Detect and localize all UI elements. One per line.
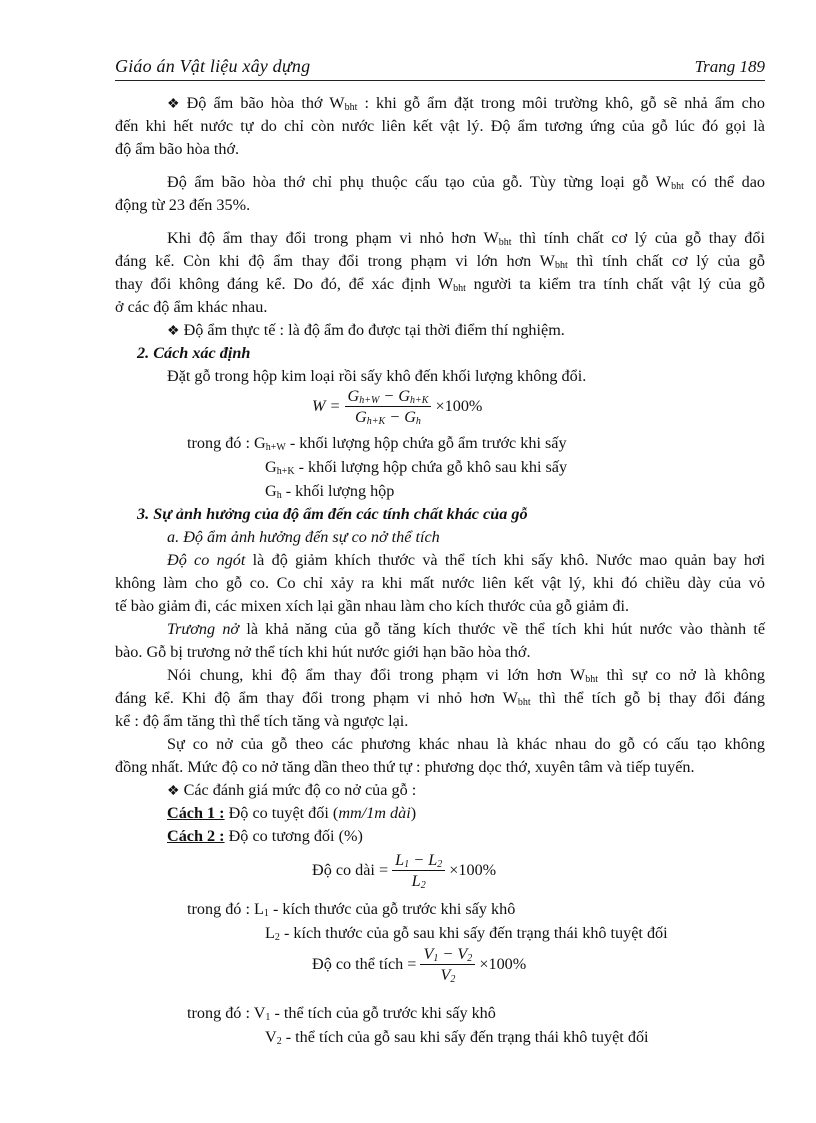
paragraph-line: ❖ Độ ẩm bão hòa thớ $W_{bht}$ : khi gỗ ẩm đặt trong môi trường khô, gỗ sẽ nhả ẩm cho bbox=[167, 94, 765, 113]
paragraph-line: đáng kể. Khi độ ẩm thay đổi trong phạm vi nhỏ hơn $W_{bht}$ thì thể tích gỗ bị thay đổi đáng bbox=[115, 689, 765, 708]
volume-shrinkage-formula: Độ co thể tích = $\frac{V_1 - V_2}{V_2}$ ×100% bbox=[312, 945, 527, 985]
header-page-number: Trang 189 bbox=[694, 57, 765, 76]
definition-row: $V_2$ - thể tích của gỗ sau khi sấy đến trạng thái khô tuyệt đối bbox=[265, 1028, 649, 1047]
paragraph-line: tế bào giảm đi, các mixen xích lại gần nhau làm cho kích thước của gỗ giảm đi. bbox=[115, 597, 630, 615]
paragraph-line: đến khi hết nước tự do chỉ còn nước liên kết vật lý. Độ ẩm tương ứng của gỗ lúc đó gọi là bbox=[115, 117, 765, 135]
formula-fraction: $\frac{L_1 - L_2}{L_2}$ bbox=[392, 850, 445, 891]
formula-fraction: $\frac{V_1 - V_2}{V_2}$ bbox=[420, 944, 475, 985]
paragraph-line: Đặt gỗ trong hộp kim loại rồi sấy khô đến khối lượng không đổi. bbox=[167, 367, 587, 385]
definition-row: $G_{h+K}$ - khối lượng hộp chứa gỗ khô sau khi sấy bbox=[265, 458, 568, 477]
page-header bbox=[115, 52, 765, 81]
paragraph-line: Nói chung, khi độ ẩm thay đổi trong phạm vi lớn hơn $W_{bht}$ thì sự co nở là không bbox=[167, 666, 766, 685]
header-title: Giáo án Vật liệu xây dựng bbox=[115, 56, 311, 76]
paragraph-line: đồng nhất. Mức độ co nở tăng dần theo thứ tự : phương dọc thớ, xuyên tâm và tiếp tuyến. bbox=[115, 758, 695, 776]
paragraph-line: ở các độ ẩm khác nhau. bbox=[115, 298, 268, 316]
moisture-formula: W = $\frac{G_{h+W} - G_{h+K}}{G_{h+K} - G_h}$ ×100% bbox=[312, 387, 483, 427]
definition-row: trong đó : $L_1$ - kích thước của gỗ trước khi sấy khô bbox=[187, 900, 516, 919]
subsection-heading: a. Độ ẩm ảnh hưởng đến sự co nở thể tích bbox=[167, 528, 440, 546]
length-shrinkage-formula: Độ co dài = $\frac{L_1 - L_2}{L_2}$ ×100% bbox=[312, 851, 497, 891]
paragraph-line: độ ẩm bão hòa thớ. bbox=[115, 140, 240, 158]
paragraph-line: bào. Gỗ bị trương nở thể tích khi hút nước giới hạn bão hòa thớ. bbox=[115, 643, 531, 661]
definition-row: trong đó : $V_1$ - thể tích của gỗ trước khi sấy khô bbox=[187, 1004, 496, 1023]
paragraph-line: kể : độ ẩm tăng thì thể tích tăng và ngược lại. bbox=[115, 712, 409, 730]
paragraph-line: Độ co ngót là độ giảm khích thước và thể tích khi sấy khô. Nước mao quản bay hơi bbox=[167, 551, 766, 569]
paragraph-line: không làm cho gỗ co. Co chỉ xảy ra khi mất nước liên kết vật lý, khi đó chiều dày của vỏ bbox=[115, 574, 765, 592]
method-line: Cách 2 : Độ co tương đối (%) bbox=[167, 827, 363, 845]
paragraph-line: ❖ Độ ẩm thực tế : là độ ẩm đo được tại thời điểm thí nghiệm. bbox=[167, 321, 565, 339]
bullet-icon: ❖ bbox=[167, 784, 180, 799]
paragraph-line: Khi độ ẩm thay đổi trong phạm vi nhỏ hơn $W_{bht}$ thì tính chất cơ lý của gỗ thay đổi bbox=[167, 229, 765, 248]
paragraph-line: đáng kể. Còn khi độ ẩm thay đổi trong phạm vi lớn hơn $W_{bht}$ thì tính chất cơ lý của gỗ bbox=[115, 252, 765, 271]
paragraph-line: thay đổi không đáng kể. Do đó, để xác định $W_{bht}$ người ta kiểm tra tính chất vật lý của gỗ bbox=[115, 275, 765, 294]
paragraph-line: Độ ẩm bão hòa thớ chỉ phụ thuộc cấu tạo của gỗ. Tùy từng loại gỗ $W_{bht}$ có thể dao bbox=[167, 173, 765, 192]
paragraph-line: ❖ Các đánh giá mức độ co nở của gỗ : bbox=[167, 781, 417, 799]
definition-row: $G_h$ - khối lượng hộp bbox=[265, 482, 395, 501]
paragraph-line: Trương nở là khả năng của gỗ tăng kích thước về thể tích khi hút nước vào thành tế bbox=[167, 620, 766, 638]
method-line: Cách 1 : Độ co tuyệt đối (mm/1m dài) bbox=[167, 804, 417, 822]
paragraph-line: động từ 23 đến 35%. bbox=[115, 196, 251, 214]
definition-row: $L_2$ - kích thước của gỗ sau khi sấy đến trạng thái khô tuyệt đối bbox=[265, 924, 668, 943]
formula-fraction: $\frac{G_{h+W} - G_{h+K}}{G_{h+K} - G_h}$ bbox=[345, 386, 432, 427]
paragraph-line: Sự co nở của gỗ theo các phương khác nhau là khác nhau do gỗ có cấu tạo không bbox=[167, 735, 765, 753]
definition-row: trong đó : $G_{h+W}$ - khối lượng hộp chứa gỗ ẩm trước khi sấy bbox=[187, 434, 567, 453]
bullet-icon: ❖ bbox=[167, 324, 180, 339]
section-heading: 2. Cách xác định bbox=[137, 344, 251, 362]
section-heading: 3. Sự ảnh hưởng của độ ẩm đến các tính chất khác của gỗ bbox=[137, 505, 528, 523]
bullet-icon: ❖ bbox=[167, 97, 183, 112]
